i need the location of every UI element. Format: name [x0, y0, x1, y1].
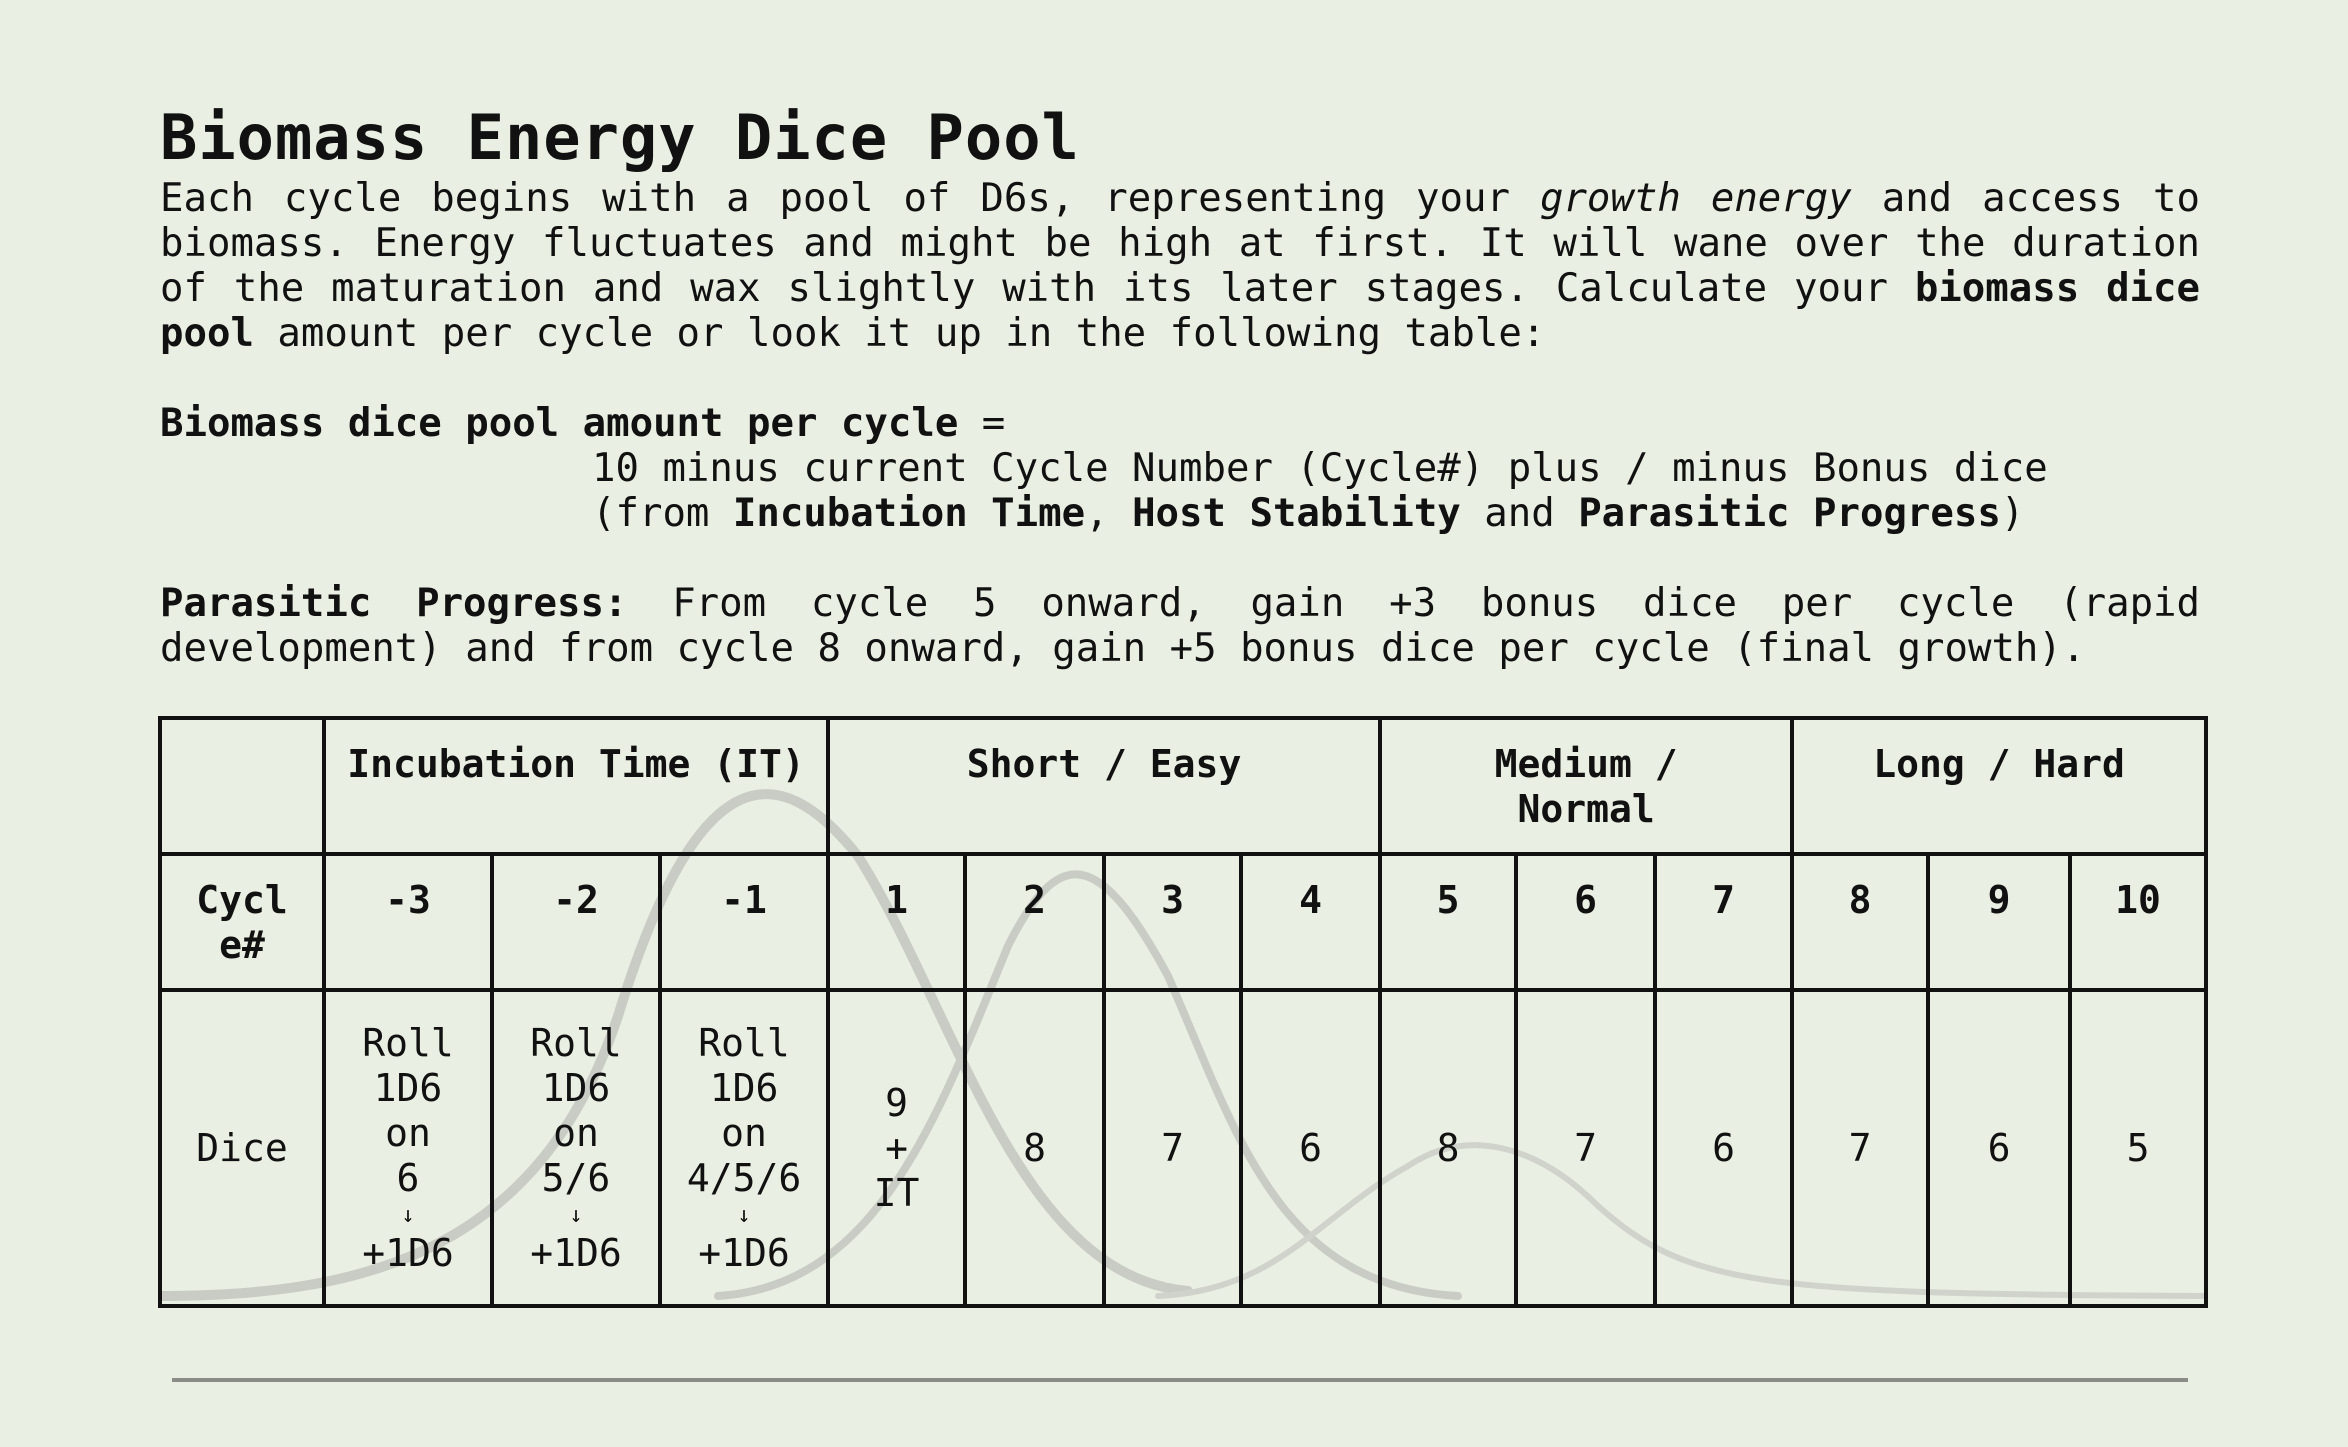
dice-line: 5/6 — [541, 1155, 611, 1200]
formula-term-host: Host Stability — [1132, 491, 1461, 536]
parasitic-text: From cycle 5 onward, gain +3 bonus dice per cycle (rapid development) and from cycle 8 onward, gain +5 bonus dice per cycle (final growth). — [160, 581, 2201, 671]
cycle-cell: 5 — [1380, 854, 1516, 990]
cycle-cell: 10 — [2070, 854, 2206, 990]
dice-line: on — [553, 1110, 599, 1155]
dice-line: +1D6 — [362, 1230, 454, 1275]
group-incubation: Incubation Time (IT) — [324, 718, 828, 854]
cycle-cell: -2 — [492, 854, 660, 990]
intro-paragraph — [160, 176, 2200, 356]
parasitic-label: Parasitic Progress: — [160, 581, 628, 626]
dice-line: IT — [873, 1170, 920, 1215]
intro-text-2: and access to biomass. Energy fluctuates and might be high at first. It will wane over the duration of the maturation and wax slightly with its later stages. Calculate your — [160, 176, 2200, 311]
cycle-cell: -3 — [324, 854, 492, 990]
dice-line: 4/5/6 — [686, 1155, 802, 1200]
cycle-row — [160, 854, 2206, 990]
cycle-cell: 3 — [1104, 854, 1241, 990]
dice-table-wrapper — [158, 716, 2208, 1304]
cycle-cell: 7 — [1655, 854, 1792, 990]
group-long-hard: Long / Hard — [1792, 718, 2206, 854]
formula-body — [592, 446, 2200, 536]
formula-heading — [160, 401, 2200, 446]
group-header-row — [160, 718, 2206, 854]
cycle-cell: 1 — [828, 854, 965, 990]
dice-line: 6 — [396, 1155, 420, 1200]
cycle-cell: 6 — [1516, 854, 1655, 990]
dice-cell-incubation — [492, 990, 660, 1306]
page-content — [160, 100, 2200, 671]
cycle-cell: 2 — [965, 854, 1104, 990]
formula-term-parasitic: Parasitic Progress — [1578, 491, 2001, 536]
corner-cell — [160, 718, 324, 854]
dice-cell: 6 — [1655, 990, 1792, 1306]
down-arrow-icon: ↓ — [737, 1202, 751, 1228]
cycle-cell: -1 — [660, 854, 828, 990]
cycle-row-label: Cycl e# — [160, 854, 324, 990]
cycle-cell: 8 — [1792, 854, 1928, 990]
dice-pool-table — [158, 716, 2208, 1308]
dice-line: 9 — [885, 1080, 908, 1125]
intro-bold: biomass dice pool — [160, 266, 2200, 356]
dice-line: Roll — [362, 1020, 454, 1065]
dice-line: +1D6 — [530, 1230, 622, 1275]
formula-line-2 — [592, 491, 2200, 536]
formula-open: (from — [592, 491, 733, 536]
formula-sep-1: , — [1085, 491, 1133, 536]
dice-cell: 7 — [1792, 990, 1928, 1306]
dice-cell: 6 — [1241, 990, 1380, 1306]
formula-term-incubation: Incubation Time — [732, 491, 1086, 536]
dice-line: on — [385, 1110, 431, 1155]
dice-line: Roll — [698, 1020, 790, 1065]
dice-line: 1D6 — [709, 1065, 779, 1110]
down-arrow-icon: ↓ — [401, 1202, 415, 1228]
dice-cell-incubation — [660, 990, 828, 1306]
dice-line: Roll — [530, 1020, 622, 1065]
parasitic-paragraph — [160, 581, 2200, 671]
intro-text-1: Each cycle begins with a pool of D6s, representing your — [160, 176, 1540, 221]
group-short-easy: Short / Easy — [828, 718, 1380, 854]
dice-cell: 5 — [2070, 990, 2206, 1306]
dice-cell-incubation — [324, 990, 492, 1306]
dice-line: on — [721, 1110, 767, 1155]
dice-line: 1D6 — [373, 1065, 443, 1110]
intro-text-3: amount per cycle or look it up in the following table: — [253, 311, 1546, 356]
page-title: Biomass Energy Dice Pool — [160, 101, 1080, 174]
dice-cell: 7 — [1104, 990, 1241, 1306]
dice-cell-first-cycle — [828, 990, 965, 1306]
dice-cell: 7 — [1516, 990, 1655, 1306]
dice-line: 1D6 — [541, 1065, 611, 1110]
formula-label: Biomass dice pool amount per cycle — [160, 401, 959, 446]
dice-row — [160, 990, 2206, 1306]
dice-line: +1D6 — [698, 1230, 790, 1275]
formula-line-1: 10 minus current Cycle Number (Cycle#) plus / minus Bonus dice — [592, 446, 2048, 491]
dice-row-label: Dice — [160, 990, 324, 1306]
dice-cell: 8 — [1380, 990, 1516, 1306]
down-arrow-icon: ↓ — [569, 1202, 583, 1228]
formula-sep-2: and — [1460, 491, 1579, 536]
cycle-cell: 4 — [1241, 854, 1380, 990]
dice-cell: 6 — [1928, 990, 2070, 1306]
cycle-cell: 9 — [1928, 854, 2070, 990]
intro-emphasis: growth energy — [1539, 176, 1852, 221]
dice-line: + — [885, 1125, 908, 1170]
bottom-divider — [172, 1378, 2188, 1382]
formula-close: ) — [2000, 491, 2025, 536]
group-medium-normal: Medium / Normal — [1380, 718, 1792, 854]
formula-eq: = — [958, 401, 1006, 446]
dice-cell: 8 — [965, 990, 1104, 1306]
